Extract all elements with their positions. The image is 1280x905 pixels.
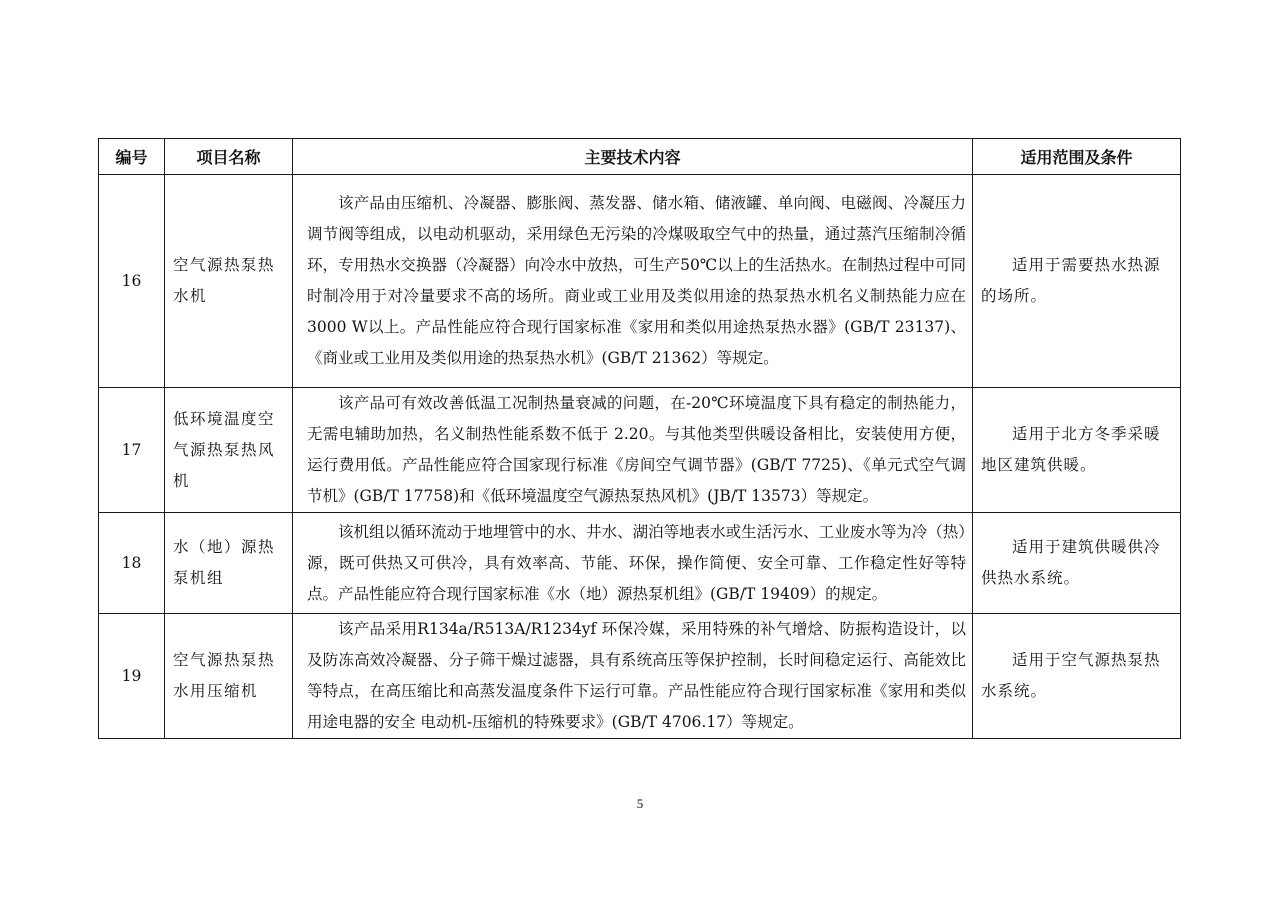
project-name: 水（地）源热泵机组 [165,513,293,614]
header-scope-conditions: 适用范围及条件 [973,139,1181,175]
header-number: 编号 [99,139,165,175]
scope-conditions: 适用于建筑供暖供冷供热水系统。 [973,513,1181,614]
scope-conditions: 适用于空气源热泵热水系统。 [973,614,1181,739]
technical-content: 该机组以循环流动于地埋管中的水、井水、湖泊等地表水或生活污水、工业废水等为冷（热）源，既可供热又可供冷，具有效率高、节能、环保，操作简便、安全可靠、工作稳定性好等特点。产品性能应符合现行国家标准《水（地）源热泵机组》(GB/T 19409）的规定。 [293,513,973,614]
row-number: 19 [99,614,165,739]
technical-content: 该产品采用R134a/R513A/R1234yf 环保冷媒，采用特殊的补气增焓、防振构造设计，以及防冻高效冷凝器、分子筛干燥过滤器，具有系统高压等保护控制，长时间稳定运行、高能效比等特点，在高压缩比和高蒸发温度条件下运行可靠。产品性能应符合现行国家标准《家用和类似用途电器的安全 电动机-压缩机的特殊要求》(GB/T 4706.17）等规定。 [293,614,973,739]
scope-conditions: 适用于需要热水热源的场所。 [973,175,1181,388]
technology-table [98,138,1181,739]
project-name: 空气源热泵热水用压缩机 [165,614,293,739]
technical-content: 该产品可有效改善低温工况制热量衰减的问题，在-20℃环境温度下具有稳定的制热能力，无需电辅助加热，名义制热性能系数不低于 2.20。与其他类型供暖设备相比，安装使用方便，运行费用低。产品性能应符合国家现行标准《房间空气调节器》(GB/T 7725)、《单元式空气调节机》(GB/T 17758)和《低环境温度空气源热泵热风机》(JB/T 13573）等规定。 [293,388,973,513]
row-number: 18 [99,513,165,614]
project-name: 空气源热泵热水机 [165,175,293,388]
header-project-name: 项目名称 [165,139,293,175]
header-technical-content: 主要技术内容 [293,139,973,175]
table-header [99,139,1181,175]
table-body [99,175,1181,739]
table-row [99,175,1181,388]
row-number: 16 [99,175,165,388]
row-number: 17 [99,388,165,513]
table-row [99,614,1181,739]
scope-conditions: 适用于北方冬季采暖地区建筑供暖。 [973,388,1181,513]
table-row [99,513,1181,614]
technical-content: 该产品由压缩机、冷凝器、膨胀阀、蒸发器、储水箱、储液罐、单向阀、电磁阀、冷凝压力调节阀等组成，以电动机驱动，采用绿色无污染的冷煤吸取空气中的热量，通过蒸汽压缩制冷循环，专用热水交换器（冷凝器）向冷水中放热，可生产50℃以上的生活热水。在制热过程中可同时制冷用于对冷量要求不高的场所。商业或工业用及类似用途的热泵热水机名义制热能力应在3000 W以上。产品性能应符合现行国家标准《家用和类似用途热泵热水器》(GB/T 23137)、《商业或工业用及类似用途的热泵热水机》(GB/T 21362）等规定。 [293,175,973,388]
project-name: 低环境温度空气源热泵热风机 [165,388,293,513]
header-row [99,139,1181,175]
page-number: 5 [636,796,644,811]
table-row [99,388,1181,513]
